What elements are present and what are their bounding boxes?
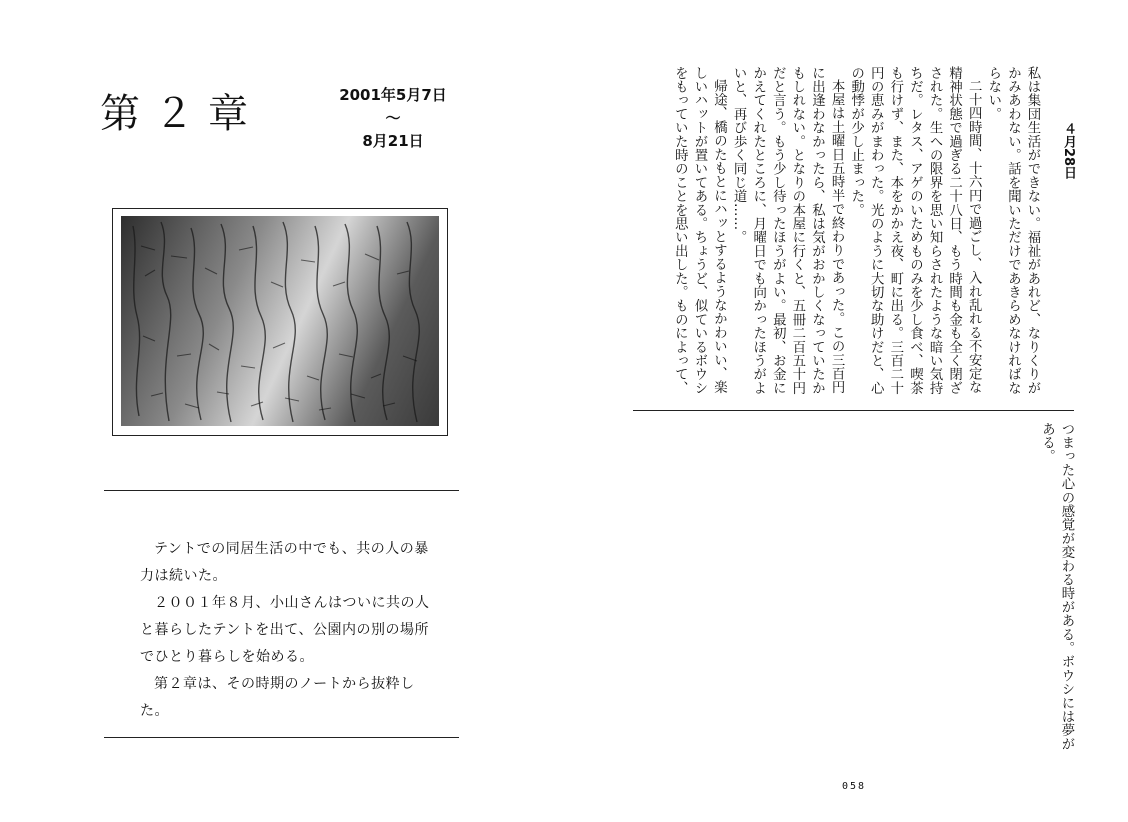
handwritten-notebook-photo xyxy=(121,216,439,426)
entry-paragraph: 本屋は土曜日五時半で終わりであった。この三百円に出逢わなかったら、私は気がおかしくなっていたかもしれない。となりの本屋に行くと、五冊二百五十円だと言う。もう少し待ったほうがよい。最初、お金にかえてくれたところに、月曜日でも向かったほうがよいと、再び歩く同じ道……。 xyxy=(731,66,845,395)
right-divider xyxy=(633,410,1074,411)
handwriting-scribble-icon xyxy=(121,216,439,426)
bottom-divider xyxy=(104,737,459,738)
summary-paragraph: 第２章は、その時期のノートから抜粋した。 xyxy=(140,676,415,719)
chapter-title: 第２章 xyxy=(100,91,262,137)
continued-text: つまった心の感覚が変わる時がある。ボウシには夢がある。 xyxy=(1039,422,1074,751)
entry-paragraph: 帰途、橋のたもとにハッとするようなかわいい、楽しいハットが置いてある。ちょうど、似ているボウシをもっていた時のことを思い出した。ものによって、 xyxy=(672,66,727,395)
diary-entry xyxy=(632,66,1042,402)
chapter-summary xyxy=(140,536,440,725)
page-number: 058 xyxy=(842,781,867,792)
date-separator: ～ xyxy=(385,109,401,127)
summary-paragraph: ２００１年８月、小山さんはついに共の人と暮らしたテントを出て、公園内の別の場所でひとり暮らしを始める。 xyxy=(140,595,430,665)
entry-paragraph: 私は集団生活ができない。福祉があれど、なりくりがかみあわない。話を聞いただけであきらめなければならない。 xyxy=(985,66,1040,395)
entry-date: ４月28日 xyxy=(1061,122,1076,180)
date-start: 2001年5月7日 xyxy=(339,86,447,104)
photo-frame xyxy=(112,208,448,436)
date-range xyxy=(318,84,468,153)
entry-paragraph: 二十四時間、十六円で過ごし、入れ乱れる不安定な精神状態で過ぎる二十八日、もう時間も金も全く閉ざされた。生への限界を思い知らされたような暗い気持ちだ。レタス、アゲのいためものみを少し食べ、喫茶も行けず、また、本をかかえ夜、町に出る。三百二十円の恵みがまわった。光のように大切な助けだと、心の動悸が少し止まった。 xyxy=(848,66,982,395)
date-end: 8月21日 xyxy=(362,132,424,150)
summary-paragraph: テントでの同居生活の中でも、共の人の暴力は続いた。 xyxy=(140,541,429,584)
top-divider xyxy=(104,490,459,491)
